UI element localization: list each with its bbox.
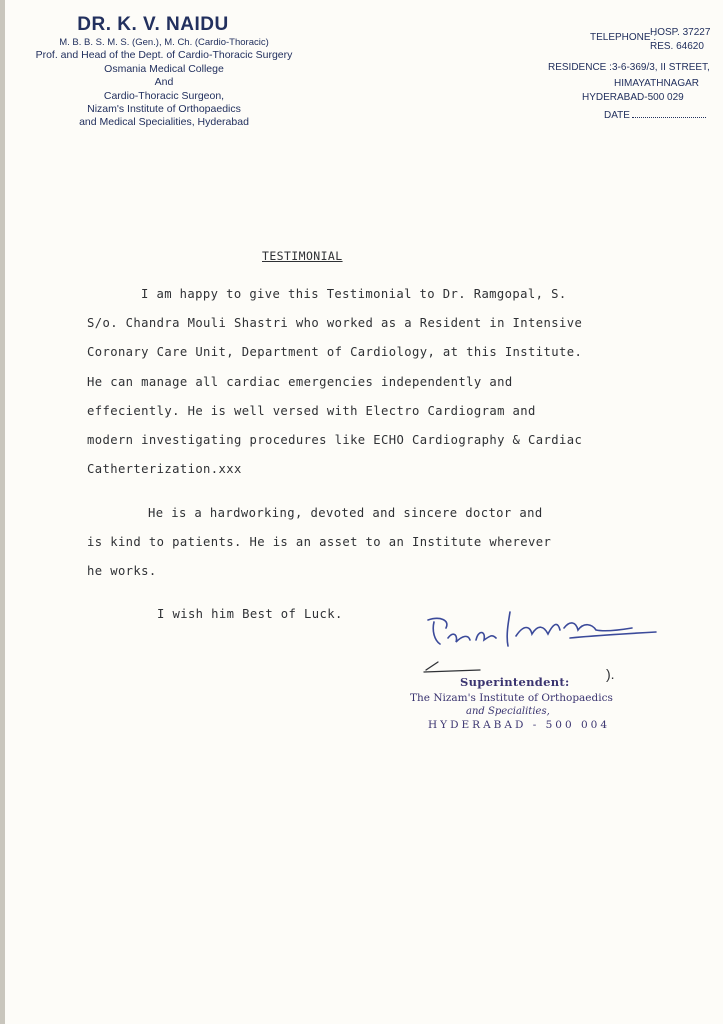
para1-line-3: Coronary Care Unit, Department of Cardiology, at this Institute. (87, 345, 583, 359)
telephone-label: TELEPHONE : (590, 32, 657, 43)
stamp-line-1: The Nizam's Institute of Orthopaedics (410, 692, 613, 704)
closing-paren: ). (606, 666, 615, 682)
institute-line-2: and Medical Specialities, Hyderabad (79, 116, 249, 129)
letter-title: TESTIMONIAL (262, 249, 343, 263)
date-line (632, 117, 706, 118)
address-line-2: HIMAYATHNAGAR (614, 78, 700, 89)
para1-line-2: S/o. Chandra Mouli Shastri who worked as a Resident in Intensive (87, 316, 583, 330)
para2-line-3: he works. (87, 564, 157, 578)
position: Prof. and Head of the Dept. of Cardio-Thoracic Surgery (35, 49, 293, 62)
para1-line-6: modern investigating procedures like ECHO Cardiography & Cardiac (87, 433, 583, 447)
date-label: DATE (604, 110, 630, 121)
para2-line-1: He is a hardworking, devoted and sincere doctor and (148, 506, 543, 520)
qualifications: M. B. B. S. M. S. (Gen.), M. Ch. (Cardio-Thoracic) (59, 37, 269, 48)
hosp-number: HOSP. 37227 (650, 27, 711, 38)
page-edge (0, 0, 5, 1024)
address-line-1: 3-6-369/3, II STREET, (612, 62, 710, 73)
para2-line-2: is kind to patients. He is an asset to an Institute wherever (87, 535, 552, 549)
para1-line-1: I am happy to give this Testimonial to Dr. Ramgopal, S. (141, 287, 567, 301)
stamp-line-2: and Specialities, (466, 706, 550, 717)
residence-label: RESIDENCE : (548, 62, 612, 73)
college: Osmania Medical College (104, 62, 224, 75)
telephone-numbers (650, 26, 710, 54)
signature-icon (420, 600, 670, 680)
and-text: And (154, 76, 174, 89)
stamp-title: Superintendent: (460, 675, 570, 689)
closing-line: I wish him Best of Luck. (157, 607, 343, 621)
letterhead-left (14, 14, 314, 130)
para1-line-5: effeciently. He is well versed with Electro Cardiogram and (87, 404, 536, 418)
doctor-name: DR. K. V. NAIDU (77, 14, 229, 35)
role: Cardio-Thoracic Surgeon, (103, 89, 225, 102)
res-number: RES. 64620 (650, 41, 704, 52)
stamp-line-3: HYDERABAD - 500 004 (428, 719, 611, 731)
institute-line-1: Nizam's Institute of Orthopaedics (87, 103, 241, 116)
date-field (604, 110, 706, 121)
address-line-3: HYDERABAD-500 029 (582, 92, 684, 103)
para1-line-4: He can manage all cardiac emergencies independently and (87, 375, 513, 389)
para1-line-7: Catherterization.xxx (87, 462, 242, 476)
